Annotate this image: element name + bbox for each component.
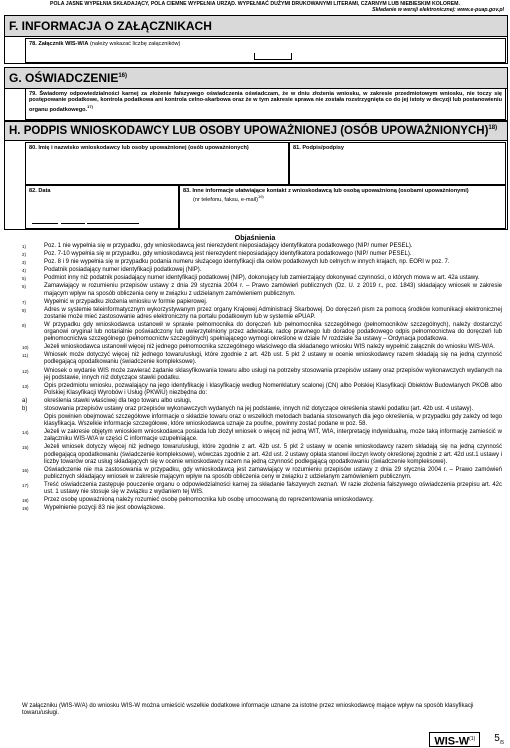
- explanation-note: [22, 406, 502, 413]
- form-footer: [429, 732, 504, 746]
- note-text: Podmiot inny niż podatnik posiadający numer identyfikacji podatkowej (NIP), dokonujący lub zamierzający dokonywać czynności, o których mowa w art. 42a ustawy.: [44, 275, 480, 282]
- field-80-label: 80. Imię i nazwisko wnioskodawcy lub osoby upoważnionej (osób upoważnionych): [29, 145, 249, 151]
- note-number: b): [22, 405, 28, 412]
- note-text: Poz. 7-10 wypełnia się w przypadku, gdy wnioskodawcą jest nierezydent nieposiadający identyfikatora podatkowego (NIP/ numer PESEL).: [44, 251, 412, 258]
- explanation-note: [22, 429, 502, 443]
- note-number: 6): [22, 284, 27, 290]
- explanation-note: [22, 482, 502, 496]
- note-text: Jeżeli w zakresie objętym wnioskiem wnioskodawca posiada lub złożył wniosek o więcej niż jedną WIT, WIA, interpretację indywidualną, może taką informację zamieścić w załączniku WIS-W/A w części C informacje uzupełniające.: [44, 429, 502, 443]
- note-number: 5): [22, 276, 27, 282]
- form-instructions: POLA JASNE WYPEŁNIA SKŁADAJĄCY, POLA CIEMNE WYPEŁNIA URZĄD. WYPEŁNIAĆ DUŻYMI DRUKOWANYMI LITERAMI, CZARNYM LUB NIEBIESKIM KOLOREM.: [50, 1, 460, 7]
- explanation-note: [22, 259, 502, 266]
- note-text: Opis powinien obejmować szczegółowe informacje o składzie towaru oraz o wszelkich metodach badania stosowanych dla jego określenia, w przypadku gdy zależy od tego klasyfikacja. Wszelkie informacje szczegółowe, które wnioskodawca uznaje za poufne, powinny zostać podane w poz. 58.: [44, 414, 502, 428]
- explanation-note: [22, 267, 502, 274]
- explanation-note: [22, 444, 502, 465]
- date-input[interactable]: [32, 218, 172, 224]
- note-text: Przez osobę upoważnioną należy rozumieć osobę pełnomocnika lub osobę umocowaną do reprezentowania wnioskodawcy.: [44, 497, 374, 504]
- form-code: WIS-$W^{(1)}$: [429, 732, 480, 747]
- explanations-title: Objaśnienia: [234, 233, 276, 242]
- attachment-count-input[interactable]: [254, 53, 292, 60]
- note-number: 18): [22, 498, 29, 504]
- explanation-note: [22, 344, 502, 351]
- section-g: [4, 67, 508, 121]
- note-text: Opis przedmiotu wniosku, pozwalający na jego identyfikację i klasyfikację według Nomenklatury scalonej (CN) albo Polskiej Klasyfikacji Obiektów Budowlanych PKOB albo Polskiej Klasyfikacji Wyrobów i Usług (PKWiU) niezbędna do:: [44, 382, 502, 396]
- note-number: 1): [22, 244, 27, 249]
- epuap-note: Składanie w wersji elektronicznej: www.e-puap.gov.pl: [372, 7, 504, 13]
- explanation-note: [22, 497, 502, 504]
- explanation-note: [22, 243, 502, 250]
- closing-note: W załączniku (WIS-W/A) do wniosku WIS-W można umieścić wszelkie dodatkowe informacje uznane za istotne przez wnioskodawcę mające wpływ na sposób klasyfikacji towaru/usługi.: [22, 703, 474, 716]
- explanation-note: [22, 398, 502, 405]
- explanation-note: [22, 368, 502, 382]
- note-text: Poz. 8 i 9 nie wypełnia się w przypadku podania numeru służącego identyfikacji dla celów podatkowych lub celnych w innych krajach, np. EORI w poz. 7.: [44, 259, 450, 266]
- field-80[interactable]: [25, 142, 289, 185]
- explanation-note: [22, 299, 502, 306]
- section-g-footnote: 16): [118, 73, 128, 79]
- note-number: 11): [22, 353, 29, 359]
- note-number: 19): [22, 506, 29, 512]
- explanation-note: [22, 283, 502, 297]
- note-number: 10): [22, 345, 29, 351]
- note-number: 16): [22, 467, 29, 473]
- field-79: 79. Świadomy odpowiedzialności karnej za złożenie fałszywego oświadczenia oświadczam, że w dniu złożenia wniosku, w zakresie przedmiotowym wniosku, nie toczy się postępowanie podatkowe, kontrola podatkowa ani kontrola celno-skarbowa oraz że w tym zakresie sprawa nie została rozstrzygnięta co do jej istoty w decyzji lub postanowieniu organu podatkowego.$^{17)}$: [25, 88, 506, 120]
- field-78[interactable]: [25, 38, 506, 63]
- note-text: Wypełnić w przypadku złożenia wniosku w formie papierowej.: [44, 298, 208, 305]
- explanation-note: [22, 383, 502, 397]
- note-text: Wniosek o wydanie WIS może zawierać żądanie sklasyfikowania towaru albo usługi na potrzeby stosowania przepisów ustawy oraz przepisów wykonawczych wydanych na jej podstawie, innych niż dotyczące stawki podatku.: [44, 367, 502, 381]
- note-number: 7): [22, 299, 27, 305]
- section-h: [4, 121, 508, 230]
- note-number: 4): [22, 268, 27, 274]
- note-text: stosowania przepisów ustawy oraz przepisów wykonawczych wydanych na jej podstawie, innych niż dotyczące określenia stawki podatku (art. 42b ust. 4 ustawy).: [44, 405, 474, 412]
- field-78-hint: (należy wskazać liczbę załączników): [89, 41, 181, 47]
- explanation-note: [22, 352, 502, 366]
- note-text: W przypadku gdy wnioskodawca ustanowił w sprawie pełnomocnika do doręczeń lub pełnomocnika szczególnego (pełnomocników szczególnych), należy dostarczyć organowi oryginał lub notarialnie poświadczony lub uwierzytelniony przez adwokata, radcę prawnego lub doradcę podatkowego odpis pełnomocnictwa do doręczeń lub pełnomocnictwa szczególnego (pełnomocnictw szczególnych) spełniającego wymogi określone w dziale IV rozdziale 3a ustawy – Ordynacja podatkowa.: [44, 321, 502, 343]
- note-number: a): [22, 397, 28, 404]
- field-81-label: 81. Podpis/podpisy: [293, 145, 344, 151]
- note-number: 17): [22, 482, 29, 488]
- note-text: Treść oświadczenia zastępuje pouczenie organu o odpowiedzialności karnej za składanie fałszywych zeznań. W razie złożenia fałszywego oświadczenia przepisu art. 42c ust. 1 ustawy nie stosuje się w związku z wydaniem tej WIS.: [44, 481, 502, 495]
- explanation-note: [22, 307, 502, 321]
- field-81[interactable]: [289, 142, 506, 185]
- note-text: Podatnik posiadający numer identyfikacji podatkowej (NIP).: [44, 267, 202, 274]
- section-g-title: G. OŚWIADCZENIE$^{16)}$: [5, 68, 507, 89]
- field-83-hint: (nr telefonu, faksu, e-mail): [193, 196, 258, 203]
- note-number: 9): [22, 322, 27, 328]
- explanations-list: [22, 243, 502, 513]
- field-82[interactable]: [25, 185, 179, 229]
- field-83[interactable]: 83. Inne informacje ułatwiające kontakt z wnioskodawcą lub osobą upoważnioną (osobami upoważnionymi) (nr telefonu, faksu, e-mail)$^{19)}$: [179, 185, 506, 229]
- note-number: 12): [22, 368, 29, 374]
- explanation-note: [22, 505, 502, 512]
- note-text: Wniosek może dotyczyć więcej niż jednego towaru/usługi, które zgodnie z art. 42b ust. 5 pkt 2 ustawy w ocenie wnioskodawcy razem składają się na jedną czynność podlegającą opodatkowaniu (świadczenie kompleksowe).: [44, 352, 502, 366]
- note-text: Zamawiający w rozumieniu przepisów ustawy z dnia 29 stycznia 2004 r. – Prawo zamówień publicznych (Dz. U. z 2019 r., poz. 1843) składający wniosek w zakresie mającym wpływ na sposób obliczenia ceny w związku z udzielanym zamówieniem publicznym.: [44, 283, 502, 297]
- field-83-label: 83. Inne informacje ułatwiające kontakt z wnioskodawcą lub osobą upoważnioną (osobami upoważnionymi): [183, 188, 469, 194]
- note-text: Jeżeli wniosek dotyczy więcej niż jednego towaru/usługi, które zgodnie z art. 42b ust. 5 pkt 2 ustawy w ocenie wnioskodawcy razem składają się na jedną czynność podlegającą opodatkowaniu (świadczenie kompleksowe), wówczas zgodnie z art. 42d ust. 2 ustawy opłata stanowi iloczyn kwoty określonej zgodnie z art. 42d ust.1 ustawy i liczby towarów oraz usług składających się w ocenie wnioskodawcy razem na jedną czynność podlegającą opodatkowaniu (świadczenie kompleksowe).: [44, 444, 502, 465]
- explanation-note: [22, 467, 502, 481]
- explanation-note: [22, 251, 502, 258]
- explanation-note: [22, 275, 502, 282]
- note-text: Wypełnienie pozycji 83 nie jest obowiązkowe.: [44, 505, 166, 512]
- note-text: Poz. 1 nie wypełnia się w przypadku, gdy wnioskodawcą jest nierezydent nieposiadający identyfikatora podatkowego (NIP/ numer PESEL).: [44, 243, 413, 249]
- section-f-title: F. INFORMACJA O ZAŁĄCZNIKACH: [5, 16, 507, 37]
- section-f: [4, 15, 508, 64]
- note-text: Oświadczenie nie ma zastosowania w przypadku, gdy wnioskodawcą jest zamawiający w rozumieniu przepisów ustawy z dnia 29 stycznia 2004 r. – Prawo zamówień publicznych składający wniosek w zakresie mającym wpływ na sposób obliczenia ceny w związku z udzielanym zamówieniem publicznym.: [44, 466, 502, 480]
- note-number: 14): [22, 430, 29, 436]
- field-78-label: 78. Załącznik WIS-W/A: [29, 41, 89, 47]
- section-h-title: H. PODPIS WNIOSKODAWCY LUB OSOBY UPOWAŻNIONEJ (OSÓB UPOWAŻNIONYCH)$^{18)}$: [5, 122, 507, 141]
- declaration-text: 79. Świadomy odpowiedzialności karnej za złożenie fałszywego oświadczenia oświadczam, że w dniu złożenia wniosku, w zakresie przedmiotowym wniosku, nie toczy się postępowanie podatkowe, kontrola podatkowa ani kontrola celno-skarbowa oraz że w tym zakresie sprawa nie została rozstrzygnięta co do jej istoty w decyzji lub postanowieniu organu podatkowego.: [29, 91, 502, 113]
- note-number: 13): [22, 383, 29, 389]
- page-number: $5_{/5}$: [494, 732, 504, 746]
- note-number: [22, 414, 44, 428]
- explanation-note: [22, 414, 502, 428]
- note-text: określenia stawki właściwej dla tego towaru albo usługi,: [44, 397, 192, 404]
- explanation-note: [22, 322, 502, 343]
- note-number: 3): [22, 260, 27, 266]
- note-text: Adres w systemie teleinformatycznym wykorzystywanym przez organy Krajowej Administracji Skarbowej. Do doręczeń pism za pomocą środków komunikacji elektronicznej zostanie może mieć zastosowanie adres elektroniczny na portalu podatkowym lub w systemie ePUAP.: [44, 306, 502, 320]
- note-text: Jeżeli wnioskodawca ustanowił więcej niż jednego pełnomocnika szczególnego właściwego dla składanego wniosku WIS należy wypełnić załącznik do wniosku WIS-W/A.: [44, 344, 495, 351]
- field-82-label: 82. Data: [29, 188, 51, 194]
- note-number: 2): [22, 252, 27, 258]
- note-number: 15): [22, 445, 29, 451]
- note-number: 8): [22, 307, 27, 313]
